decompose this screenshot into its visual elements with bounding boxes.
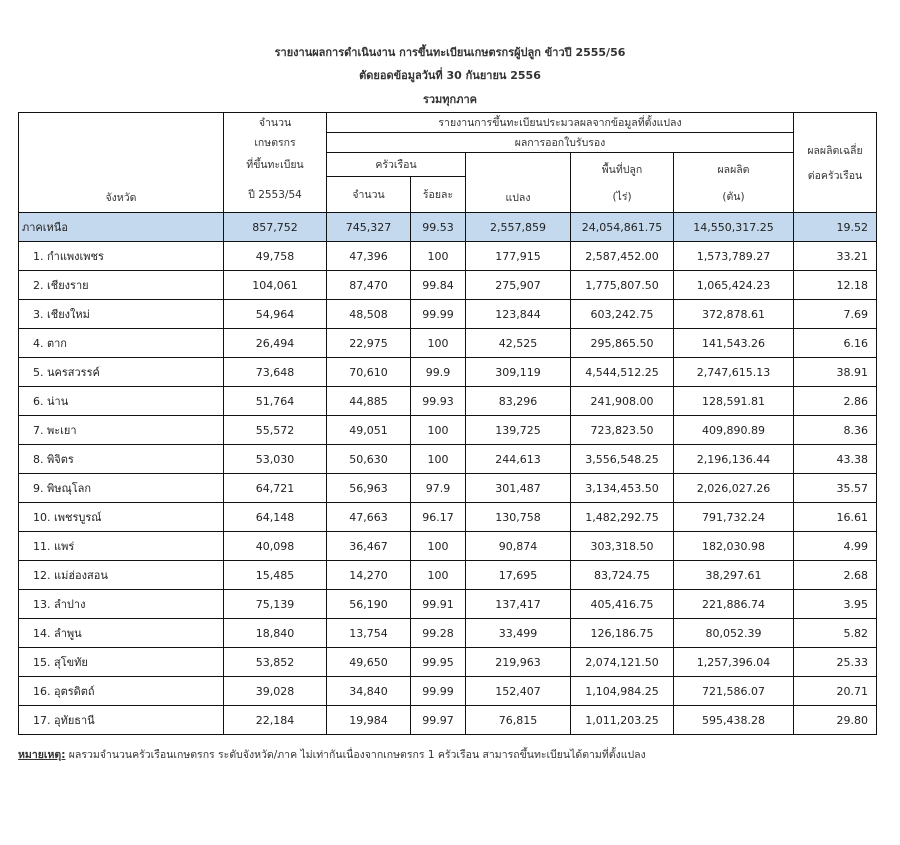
province-name: 10. เพชรบูรณ์ bbox=[19, 503, 224, 532]
planted-area: 603,242.75 bbox=[571, 300, 674, 329]
province-name: 12. แม่ฮ่องสอน bbox=[19, 561, 224, 590]
province-name: 14. ลำพูน bbox=[19, 619, 224, 648]
household-percent: 99.99 bbox=[411, 677, 466, 706]
region-row bbox=[19, 213, 877, 242]
household-count: 22,975 bbox=[327, 329, 411, 358]
planted-area: 2,587,452.00 bbox=[571, 242, 674, 271]
farmers-registered: 64,148 bbox=[224, 503, 327, 532]
avg-yield-per-household: 38.91 bbox=[794, 358, 877, 387]
table-row bbox=[19, 358, 877, 387]
header-yield bbox=[674, 153, 794, 213]
household-count: 47,663 bbox=[327, 503, 411, 532]
report-scope: รวมทุกภาค bbox=[422, 93, 478, 106]
province-name: 2. เชียงราย bbox=[19, 271, 224, 300]
avg-yield-per-household: 4.99 bbox=[794, 532, 877, 561]
household-percent: 100 bbox=[411, 445, 466, 474]
yield-tons: 372,878.61 bbox=[674, 300, 794, 329]
plot-count: 130,758 bbox=[466, 503, 571, 532]
farmers-registered: 22,184 bbox=[224, 706, 327, 735]
avg-yield-per-household: 20.71 bbox=[794, 677, 877, 706]
household-percent: 96.17 bbox=[411, 503, 466, 532]
planted-area: 405,416.75 bbox=[571, 590, 674, 619]
avg-yield-per-household: 25.33 bbox=[794, 648, 877, 677]
report-cutoff-date: ตัดยอดข้อมูลวันที่ 30 กันยายน 2556 bbox=[359, 69, 541, 82]
avg-yield-per-household: 29.80 bbox=[794, 706, 877, 735]
footnote-label: หมายเหตุ: bbox=[18, 749, 66, 761]
header-farmers-line4: ปี 2553/54 bbox=[224, 177, 327, 213]
household-count: 56,963 bbox=[327, 474, 411, 503]
farmers-registered: 104,061 bbox=[224, 271, 327, 300]
household-count: 87,470 bbox=[327, 271, 411, 300]
farmers-registered: 51,764 bbox=[224, 387, 327, 416]
region-hh-percent: 99.53 bbox=[411, 213, 466, 242]
avg-yield-per-household: 8.36 bbox=[794, 416, 877, 445]
province-name: 15. สุโขทัย bbox=[19, 648, 224, 677]
household-percent: 99.84 bbox=[411, 271, 466, 300]
farmers-registered: 55,572 bbox=[224, 416, 327, 445]
region-yield: 14,550,317.25 bbox=[674, 213, 794, 242]
header-area bbox=[571, 153, 674, 213]
footnote-text: ผลรวมจำนวนครัวเรือนเกษตรกร ระดับจังหวัด/ภาค ไม่เท่ากันเนื่องจากเกษตรกร 1 ครัวเรือน สามารถขึ้นทะเบียนได้ตามที่ตั้งแปลง bbox=[65, 749, 646, 761]
planted-area: 1,011,203.25 bbox=[571, 706, 674, 735]
province-name: 9. พิษณุโลก bbox=[19, 474, 224, 503]
farmers-registered: 53,030 bbox=[224, 445, 327, 474]
household-count: 49,051 bbox=[327, 416, 411, 445]
table-row bbox=[19, 387, 877, 416]
planted-area: 295,865.50 bbox=[571, 329, 674, 358]
planted-area: 241,908.00 bbox=[571, 387, 674, 416]
plot-count: 139,725 bbox=[466, 416, 571, 445]
farmers-registered: 64,721 bbox=[224, 474, 327, 503]
household-count: 50,630 bbox=[327, 445, 411, 474]
household-percent: 99.9 bbox=[411, 358, 466, 387]
planted-area: 1,482,292.75 bbox=[571, 503, 674, 532]
table-row bbox=[19, 706, 877, 735]
household-percent: 100 bbox=[411, 416, 466, 445]
planted-area: 83,724.75 bbox=[571, 561, 674, 590]
planted-area: 126,186.75 bbox=[571, 619, 674, 648]
household-percent: 99.28 bbox=[411, 619, 466, 648]
yield-tons: 1,065,424.23 bbox=[674, 271, 794, 300]
planted-area: 3,556,548.25 bbox=[571, 445, 674, 474]
table-row bbox=[19, 300, 877, 329]
plot-count: 123,844 bbox=[466, 300, 571, 329]
header-plots: แปลง bbox=[466, 153, 571, 213]
plot-count: 244,613 bbox=[466, 445, 571, 474]
province-name: 1. กำแพงเพชร bbox=[19, 242, 224, 271]
household-percent: 99.91 bbox=[411, 590, 466, 619]
table-row bbox=[19, 416, 877, 445]
yield-tons: 721,586.07 bbox=[674, 677, 794, 706]
household-percent: 100 bbox=[411, 242, 466, 271]
table-row bbox=[19, 677, 877, 706]
table-row bbox=[19, 474, 877, 503]
farmers-registered: 39,028 bbox=[224, 677, 327, 706]
plot-count: 137,417 bbox=[466, 590, 571, 619]
region-area: 24,054,861.75 bbox=[571, 213, 674, 242]
farmers-registered: 73,648 bbox=[224, 358, 327, 387]
table-row bbox=[19, 445, 877, 474]
household-percent: 100 bbox=[411, 561, 466, 590]
farmers-registered: 26,494 bbox=[224, 329, 327, 358]
planted-area: 4,544,512.25 bbox=[571, 358, 674, 387]
avg-yield-per-household: 5.82 bbox=[794, 619, 877, 648]
header-area-line1: พื้นที่ปลูก bbox=[601, 163, 643, 176]
avg-yield-per-household: 2.86 bbox=[794, 387, 877, 416]
farmers-registered: 15,485 bbox=[224, 561, 327, 590]
rice-registration-table bbox=[18, 112, 877, 735]
header-yield-line2: (ตัน) bbox=[722, 190, 745, 203]
province-name: 13. ลำปาง bbox=[19, 590, 224, 619]
header-households: ครัวเรือน bbox=[327, 153, 466, 177]
farmers-registered: 49,758 bbox=[224, 242, 327, 271]
farmers-registered: 53,852 bbox=[224, 648, 327, 677]
planted-area: 2,074,121.50 bbox=[571, 648, 674, 677]
household-count: 34,840 bbox=[327, 677, 411, 706]
footnote bbox=[18, 746, 646, 763]
province-name: 5. นครสวรรค์ bbox=[19, 358, 224, 387]
table-row bbox=[19, 648, 877, 677]
yield-tons: 141,543.26 bbox=[674, 329, 794, 358]
plot-count: 152,407 bbox=[466, 677, 571, 706]
plot-count: 219,963 bbox=[466, 648, 571, 677]
header-farmers-line3: ที่ขึ้นทะเบียน bbox=[224, 153, 327, 177]
header-farmers-line1: จำนวน bbox=[224, 113, 327, 133]
header-province: จังหวัด bbox=[19, 113, 224, 213]
plot-count: 42,525 bbox=[466, 329, 571, 358]
table-row bbox=[19, 242, 877, 271]
yield-tons: 791,732.24 bbox=[674, 503, 794, 532]
yield-tons: 128,591.81 bbox=[674, 387, 794, 416]
household-count: 70,610 bbox=[327, 358, 411, 387]
province-name: 17. อุทัยธานี bbox=[19, 706, 224, 735]
header-farmers-line2: เกษตรกร bbox=[224, 133, 327, 153]
header-hh-count: จำนวน bbox=[327, 177, 411, 213]
header-group: รายงานการขึ้นทะเบียนประมวลผลจากข้อมูลที่ตั้งแปลง bbox=[327, 113, 794, 133]
header-hh-percent: ร้อยละ bbox=[411, 177, 466, 213]
yield-tons: 409,890.89 bbox=[674, 416, 794, 445]
header-avg-line1: ผลผลิตเฉลี่ย bbox=[807, 144, 863, 157]
region-avg: 19.52 bbox=[794, 213, 877, 242]
yield-tons: 2,747,615.13 bbox=[674, 358, 794, 387]
farmers-registered: 54,964 bbox=[224, 300, 327, 329]
household-percent: 99.99 bbox=[411, 300, 466, 329]
planted-area: 303,318.50 bbox=[571, 532, 674, 561]
avg-yield-per-household: 2.68 bbox=[794, 561, 877, 590]
province-rows bbox=[19, 242, 877, 735]
table-row bbox=[19, 503, 877, 532]
table-row bbox=[19, 532, 877, 561]
household-count: 13,754 bbox=[327, 619, 411, 648]
planted-area: 1,104,984.25 bbox=[571, 677, 674, 706]
table-row bbox=[19, 329, 877, 358]
household-count: 47,396 bbox=[327, 242, 411, 271]
yield-tons: 182,030.98 bbox=[674, 532, 794, 561]
plot-count: 90,874 bbox=[466, 532, 571, 561]
farmers-registered: 18,840 bbox=[224, 619, 327, 648]
household-count: 49,650 bbox=[327, 648, 411, 677]
household-percent: 99.95 bbox=[411, 648, 466, 677]
province-name: 4. ตาก bbox=[19, 329, 224, 358]
plot-count: 309,119 bbox=[466, 358, 571, 387]
province-name: 6. น่าน bbox=[19, 387, 224, 416]
province-name: 11. แพร่ bbox=[19, 532, 224, 561]
yield-tons: 2,026,027.26 bbox=[674, 474, 794, 503]
household-count: 19,984 bbox=[327, 706, 411, 735]
header-avg-line2: ต่อครัวเรือน bbox=[807, 169, 863, 182]
yield-tons: 1,257,396.04 bbox=[674, 648, 794, 677]
plot-count: 83,296 bbox=[466, 387, 571, 416]
avg-yield-per-household: 43.38 bbox=[794, 445, 877, 474]
region-hh-count: 745,327 bbox=[327, 213, 411, 242]
province-name: 16. อุตรดิตถ์ bbox=[19, 677, 224, 706]
yield-tons: 595,438.28 bbox=[674, 706, 794, 735]
plot-count: 301,487 bbox=[466, 474, 571, 503]
household-percent: 99.97 bbox=[411, 706, 466, 735]
province-name: 3. เชียงใหม่ bbox=[19, 300, 224, 329]
plot-count: 177,915 bbox=[466, 242, 571, 271]
plot-count: 76,815 bbox=[466, 706, 571, 735]
planted-area: 723,823.50 bbox=[571, 416, 674, 445]
avg-yield-per-household: 6.16 bbox=[794, 329, 877, 358]
household-count: 48,508 bbox=[327, 300, 411, 329]
household-count: 56,190 bbox=[327, 590, 411, 619]
yield-tons: 80,052.39 bbox=[674, 619, 794, 648]
yield-tons: 38,297.61 bbox=[674, 561, 794, 590]
household-percent: 100 bbox=[411, 329, 466, 358]
header-avg bbox=[794, 113, 877, 213]
table-row bbox=[19, 619, 877, 648]
plot-count: 33,499 bbox=[466, 619, 571, 648]
household-count: 36,467 bbox=[327, 532, 411, 561]
report-title: รายงานผลการดำเนินงาน การขึ้นทะเบียนเกษตรกรผู้ปลูก ข้าวปี 2555/56 bbox=[274, 46, 626, 59]
avg-yield-per-household: 16.61 bbox=[794, 503, 877, 532]
farmers-registered: 75,139 bbox=[224, 590, 327, 619]
avg-yield-per-household: 35.57 bbox=[794, 474, 877, 503]
plot-count: 275,907 bbox=[466, 271, 571, 300]
avg-yield-per-household: 7.69 bbox=[794, 300, 877, 329]
region-name: ภาคเหนือ bbox=[19, 213, 224, 242]
planted-area: 1,775,807.50 bbox=[571, 271, 674, 300]
household-percent: 99.93 bbox=[411, 387, 466, 416]
household-percent: 100 bbox=[411, 532, 466, 561]
planted-area: 3,134,453.50 bbox=[571, 474, 674, 503]
yield-tons: 221,886.74 bbox=[674, 590, 794, 619]
yield-tons: 1,573,789.27 bbox=[674, 242, 794, 271]
plot-count: 17,695 bbox=[466, 561, 571, 590]
avg-yield-per-household: 12.18 bbox=[794, 271, 877, 300]
province-name: 8. พิจิตร bbox=[19, 445, 224, 474]
farmers-registered: 40,098 bbox=[224, 532, 327, 561]
table-row bbox=[19, 590, 877, 619]
header-yield-line1: ผลผลิต bbox=[717, 163, 750, 176]
header-area-line2: (ไร่) bbox=[612, 190, 632, 203]
province-name: 7. พะเยา bbox=[19, 416, 224, 445]
household-percent: 97.9 bbox=[411, 474, 466, 503]
household-count: 14,270 bbox=[327, 561, 411, 590]
yield-tons: 2,196,136.44 bbox=[674, 445, 794, 474]
header-subgroup: ผลการออกใบรับรอง bbox=[327, 133, 794, 153]
region-farmers: 857,752 bbox=[224, 213, 327, 242]
table-row bbox=[19, 561, 877, 590]
region-plots: 2,557,859 bbox=[466, 213, 571, 242]
avg-yield-per-household: 3.95 bbox=[794, 590, 877, 619]
table-row bbox=[19, 271, 877, 300]
avg-yield-per-household: 33.21 bbox=[794, 242, 877, 271]
household-count: 44,885 bbox=[327, 387, 411, 416]
